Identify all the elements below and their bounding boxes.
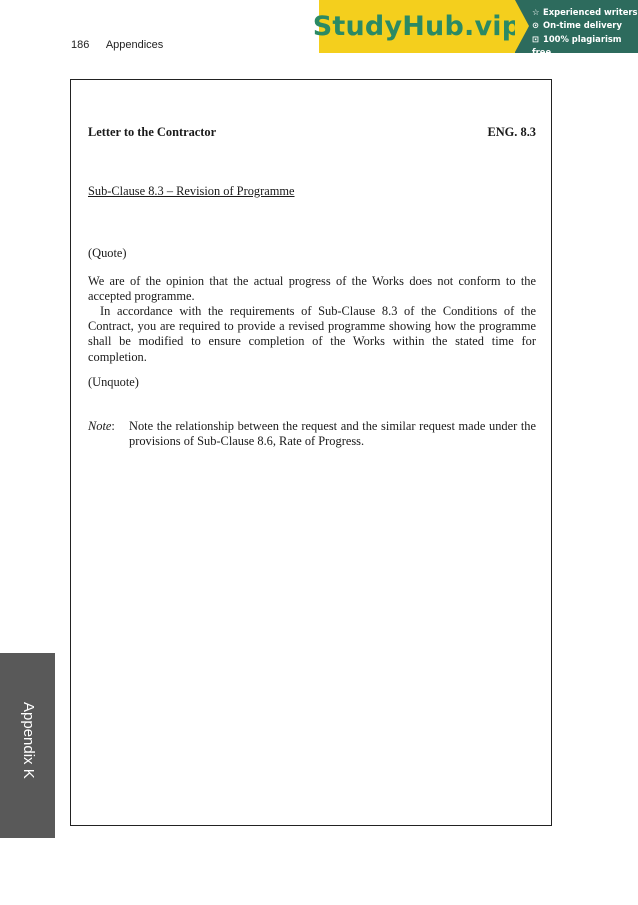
note	[88, 419, 536, 449]
quote-close: (Unquote)	[88, 375, 139, 389]
paragraph-2: In accordance with the requirements of Sub-Clause 8.3 of the Conditions of the Contract, you are required to provide a revised programme showing how the programme shall be modified to ensure completion of the Works within the stated time for completion.	[88, 304, 536, 364]
banner-chevron	[515, 0, 529, 52]
note-text: Note the relationship between the request and the similar request made under the provisions of Sub-Clause 8.6, Rate of Progress.	[129, 419, 536, 449]
page-header	[71, 39, 163, 51]
page-number: 186	[71, 39, 90, 51]
studyhub-logo[interactable]: StudyHub.vip	[319, 0, 515, 53]
appendix-side-tab	[0, 653, 55, 838]
side-tab-label: Appendix K	[20, 702, 37, 779]
check-icon: ⊡	[532, 33, 540, 44]
paragraph-1: We are of the opinion that the actual progress of the Works does not conform to the accepted programme.	[88, 274, 536, 304]
subclause-heading: Sub-Clause 8.3 – Revision of Programme	[88, 184, 295, 198]
studyhub-banner[interactable]	[312, 0, 638, 58]
feature-plagiarism-free: ⊡ 100% plagiarism free	[532, 33, 622, 58]
clock-icon: ⊙	[532, 20, 540, 31]
note-label: Note:	[88, 419, 115, 433]
feature-experienced-writers: ☆ Experienced writers	[532, 6, 638, 19]
quote-open: (Quote)	[88, 246, 127, 260]
banner-features	[532, 6, 638, 60]
letter-ref: ENG. 8.3	[487, 125, 536, 139]
star-icon: ☆	[532, 7, 540, 17]
letter-title: Letter to the Contractor	[88, 125, 217, 139]
section-name: Appendices	[105, 39, 164, 51]
feature-on-time-delivery: ⊙ On-time delivery	[532, 19, 638, 32]
letter-title-row	[88, 125, 536, 140]
